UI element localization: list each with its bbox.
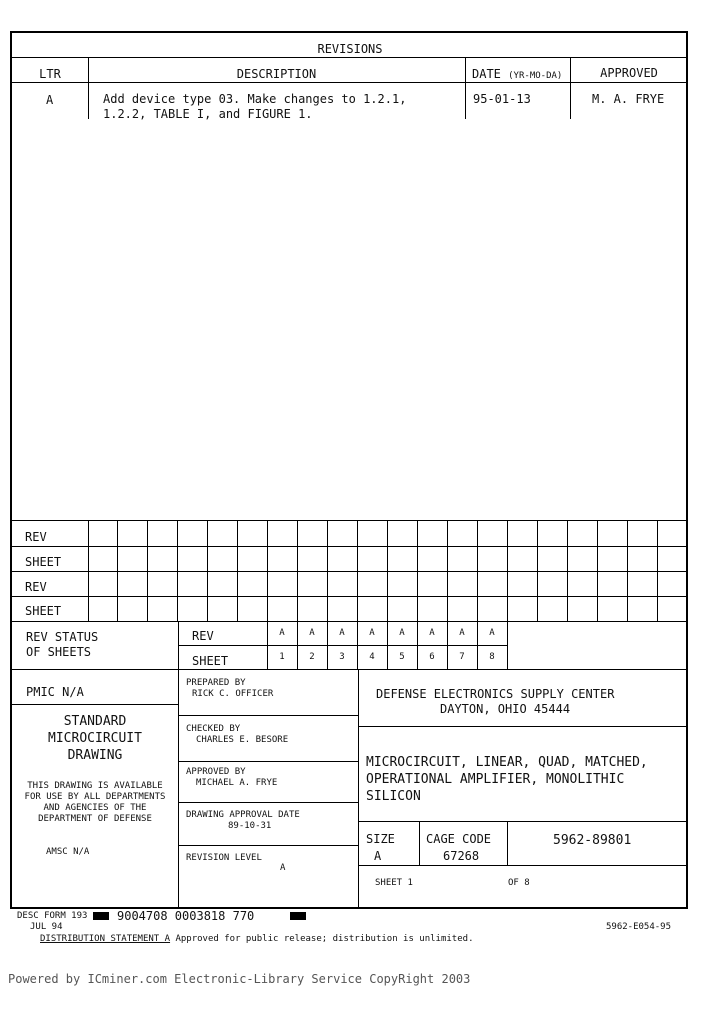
revision-description-line1: Add device type 03. Make changes to 1.2.1,	[103, 92, 407, 106]
status-rev-cell: A	[369, 628, 375, 638]
agency-line1: DEFENSE ELECTRONICS SUPPLY CENTER	[376, 687, 615, 701]
size-label: SIZE	[366, 832, 395, 846]
size-value: A	[374, 849, 382, 863]
status-rev-cell: A	[459, 628, 465, 638]
column-header-description: DESCRIPTION	[236, 67, 317, 81]
availability-line: AND AGENCIES OF THE	[43, 803, 147, 813]
drawing-number: 5962-89801	[553, 833, 632, 848]
column-header-ltr: LTR	[39, 67, 61, 81]
revisions-title: REVISIONS	[317, 42, 383, 56]
divider	[419, 821, 420, 865]
divider	[178, 645, 508, 646]
approved-by-name: MICHAEL A. FRYE	[196, 778, 278, 788]
pmic: PMIC N/A	[26, 685, 84, 699]
divider	[178, 802, 358, 803]
form-date: JUL 94	[30, 922, 63, 932]
status-sheet-cell: 5	[399, 652, 405, 662]
status-sheet-cell: 3	[339, 652, 345, 662]
grid-sheet-label-2: SHEET	[25, 604, 62, 618]
title-line2: OPERATIONAL AMPLIFIER, MONOLITHIC	[366, 772, 625, 787]
divider	[358, 669, 359, 909]
form-number: DESC FORM 193	[17, 911, 88, 921]
revision-description-line2: 1.2.2, TABLE I, and FIGURE 1.	[103, 107, 313, 121]
availability-line: THIS DRAWING IS AVAILABLE	[27, 781, 163, 791]
divider	[465, 57, 466, 119]
title-line1: MICROCIRCUIT, LINEAR, QUAD, MATCHED,	[366, 755, 648, 770]
revision-date: 95-01-13	[473, 92, 531, 106]
divider	[358, 726, 688, 727]
approved-by-label: APPROVED BY	[186, 767, 246, 777]
divider	[358, 865, 688, 866]
status-rev-cell: A	[279, 628, 285, 638]
revision-level-value: A	[280, 863, 286, 873]
checked-name: CHARLES E. BESORE	[196, 735, 289, 745]
amsc: AMSC N/A	[46, 847, 90, 857]
barcode-text: 9004708 0003818 770	[117, 909, 255, 923]
rev-status-label-line2: OF SHEETS	[26, 645, 92, 659]
standard-line3: DRAWING	[67, 748, 123, 763]
barcode-block-left	[93, 912, 109, 920]
divider	[178, 621, 179, 909]
divider	[12, 57, 688, 58]
cage-label: CAGE CODE	[426, 832, 492, 846]
standard-line2: MICROCIRCUIT	[48, 731, 142, 746]
rev-status-rev-label: REV	[192, 629, 214, 643]
column-header-approved: APPROVED	[600, 66, 658, 80]
status-rev-cell: A	[399, 628, 405, 638]
status-rev-cell: A	[489, 628, 495, 638]
divider	[12, 82, 688, 83]
divider	[178, 761, 358, 762]
divider	[358, 821, 688, 822]
divider	[12, 669, 688, 670]
grid-rev-label-2: REV	[25, 580, 47, 594]
title-line3: SILICON	[366, 789, 421, 804]
agency-line2: DAYTON, OHIO 45444	[440, 702, 571, 716]
status-sheet-cell: 6	[429, 652, 435, 662]
status-sheet-cell: 4	[369, 652, 375, 662]
revision-approved: M. A. FRYE	[592, 92, 665, 106]
sheet-number: SHEET 1	[375, 878, 413, 888]
status-sheet-cell: 7	[459, 652, 465, 662]
grid-sheet-label-1: SHEET	[25, 555, 62, 569]
prepared-label: PREPARED BY	[186, 678, 246, 688]
sheet-total: OF 8	[508, 878, 530, 888]
revision-level-label: REVISION LEVEL	[186, 853, 262, 863]
rev-status-sheet-label: SHEET	[192, 654, 229, 668]
grid-rev-label-1: REV	[25, 530, 47, 544]
rev-status-label-line1: REV STATUS	[26, 630, 99, 644]
barcode-block-right	[290, 912, 306, 920]
revision-ltr: A	[46, 93, 54, 107]
status-rev-cell: A	[429, 628, 435, 638]
column-header-date: DATE (YR-MO-DA)	[472, 67, 563, 81]
status-sheet-cell: 2	[309, 652, 315, 662]
checked-label: CHECKED BY	[186, 724, 241, 734]
status-rev-cell: A	[339, 628, 345, 638]
availability-line: FOR USE BY ALL DEPARTMENTS	[24, 792, 166, 802]
watermark: Powered by ICminer.com Electronic-Library Service CopyRight 2003	[8, 972, 471, 986]
standard-line1: STANDARD	[63, 714, 127, 729]
approval-date-value: 89-10-31	[228, 821, 272, 831]
divider	[507, 821, 508, 865]
cage-value: 67268	[443, 849, 480, 863]
availability-line: DEPARTMENT OF DEFENSE	[38, 814, 152, 824]
distribution-statement: DISTRIBUTION STATEMENT A Approved for public release; distribution is unlimited.	[40, 934, 474, 944]
status-sheet-cell: 1	[279, 652, 285, 662]
approval-date-label: DRAWING APPROVAL DATE	[186, 810, 300, 820]
status-rev-cell: A	[309, 628, 315, 638]
status-sheet-cell: 8	[489, 652, 495, 662]
document-code: 5962-E054-95	[606, 922, 672, 932]
divider	[178, 845, 358, 846]
prepared-name: RICK C. OFFICER	[192, 689, 274, 699]
divider	[12, 704, 178, 705]
divider	[178, 715, 358, 716]
